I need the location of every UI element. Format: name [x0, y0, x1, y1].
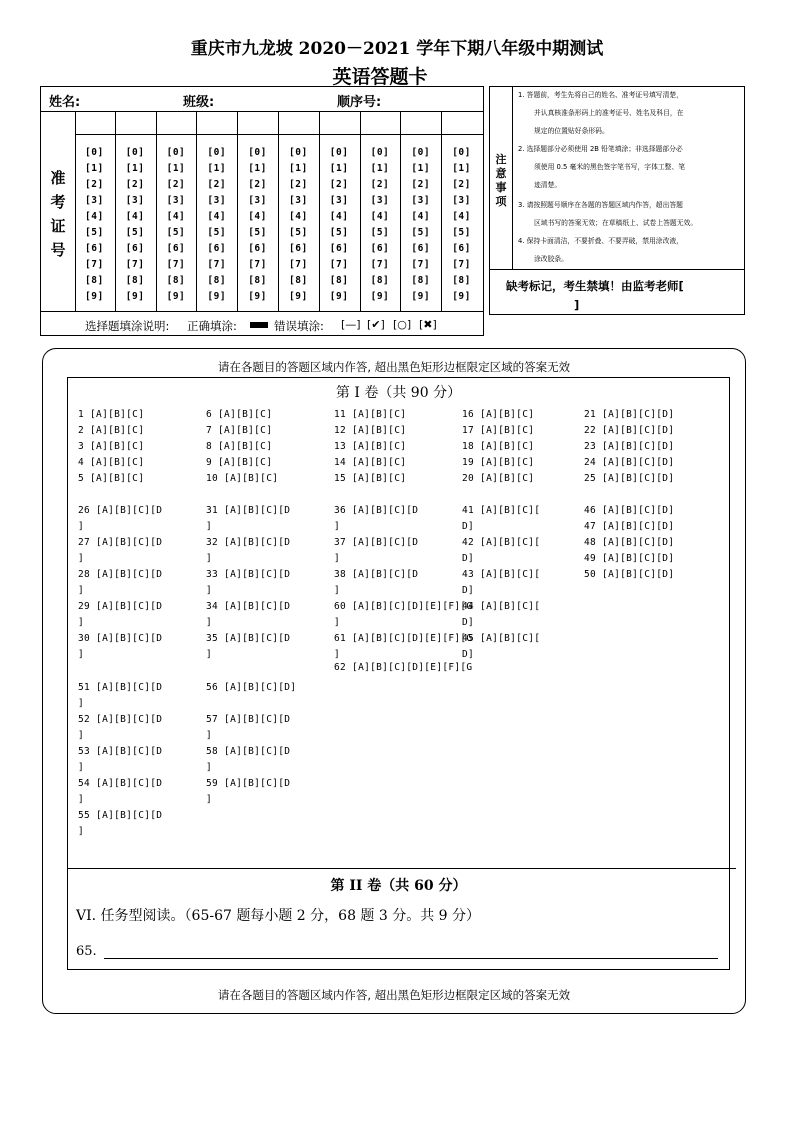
exam-id-digit-bubble[interactable]: [5] — [289, 227, 308, 238]
wrong-fill-circle-icon: [○] — [393, 318, 412, 331]
exam-id-digit-bubble[interactable]: [8] — [125, 275, 145, 286]
exam-id-digit-bubble[interactable]: [5] — [411, 227, 431, 238]
question-choices[interactable]: 22 [A][B][C][D] — [584, 425, 675, 436]
exam-id-digit-bubble[interactable]: [7] — [248, 259, 267, 270]
notes-char: 意 — [495, 167, 507, 180]
exam-id-write-box[interactable] — [279, 111, 319, 135]
exam-id-digit-bubble[interactable]: [5] — [452, 227, 471, 238]
exam-id-digit-bubble[interactable]: [5] — [207, 227, 227, 238]
question-choices[interactable]: 4 [A][B][C] — [78, 457, 145, 468]
exam-id-digit-bubble[interactable]: [5] — [85, 227, 104, 238]
exam-id-column — [157, 111, 198, 311]
student-info-box — [40, 86, 484, 336]
exam-id-column — [279, 111, 320, 311]
wrapped-bracket: ] — [334, 585, 341, 596]
wrapped-bracket: ] — [334, 617, 341, 628]
exam-id-digit-bubble[interactable]: [4] — [452, 211, 471, 222]
exam-id-digit-bubble[interactable]: [1] — [166, 163, 186, 174]
exam-id-digit-bubble[interactable]: [8] — [289, 275, 308, 286]
warning-top: 请在各题目的答题区域内作答, 超出黑色矩形边框限定区域的答案无效 — [217, 360, 571, 374]
wrong-fill-check-icon: [✔] — [367, 318, 385, 331]
exam-id-digit-bubble[interactable]: [2] — [289, 179, 308, 190]
exam-id-write-box[interactable] — [320, 111, 360, 135]
exam-id-digit-bubble[interactable]: [6] — [411, 243, 431, 254]
question-choices[interactable]: 9 [A][B][C] — [206, 457, 273, 468]
exam-id-digit-bubble[interactable]: [4] — [329, 211, 349, 222]
wrapped-bracket: ] — [206, 794, 213, 805]
question-choices[interactable]: 31 [A][B][C][D — [206, 505, 291, 516]
exam-id-digit-bubble[interactable]: [0] — [207, 147, 227, 158]
page-title: 重庆市九龙坡 2020－2021 学年下期八年级中期测试 — [190, 39, 604, 59]
notes-body — [512, 87, 744, 269]
wrapped-bracket: ] — [206, 521, 213, 532]
question-choices[interactable]: 33 [A][B][C][D — [206, 569, 291, 580]
exam-id-digit-bubble[interactable]: [7] — [411, 259, 431, 270]
notes-label — [490, 87, 513, 269]
exam-id-column — [361, 111, 402, 311]
question-choices[interactable]: 51 [A][B][C][D — [78, 682, 163, 693]
question-choices[interactable]: 17 [A][B][C] — [462, 425, 535, 436]
exam-id-column — [116, 111, 157, 311]
question-choices[interactable]: 13 [A][B][C] — [334, 441, 407, 452]
exam-id-digit-bubble[interactable]: [6] — [329, 243, 349, 254]
question-choices[interactable]: 48 [A][B][C][D] — [584, 537, 675, 548]
notes-char: 事 — [495, 181, 507, 194]
volume-1-title: 第 I 卷（共 90 分） — [335, 385, 462, 401]
wrapped-bracket: D] — [462, 585, 475, 596]
question-choices[interactable]: 7 [A][B][C] — [206, 425, 273, 436]
question-choices[interactable]: 3 [A][B][C] — [78, 441, 145, 452]
note-line: 须使用 0.5 毫米的黑色签字笔书写，字体工整、笔 — [534, 163, 686, 171]
wrong-fill-dash-icon: [—] — [341, 318, 361, 331]
exam-id-grid — [75, 111, 483, 311]
question-choices[interactable]: 59 [A][B][C][D — [206, 778, 291, 789]
question-choices[interactable]: 6 [A][B][C] — [206, 409, 273, 420]
wrapped-bracket: D] — [462, 617, 475, 628]
exam-id-digit-bubble[interactable]: [7] — [85, 259, 104, 270]
exam-id-digit-bubble[interactable]: [8] — [85, 275, 104, 286]
note-line: 迹清楚。 — [534, 181, 562, 189]
wrapped-bracket: ] — [78, 649, 85, 660]
exam-id-digit-bubble[interactable]: [6] — [166, 243, 186, 254]
wrapped-bracket: ] — [78, 521, 85, 532]
exam-id-digit-bubble[interactable]: [0] — [370, 147, 390, 158]
section-divider — [68, 868, 736, 869]
question-62-choices[interactable]: 62 [A][B][C][D][E][F][G — [334, 662, 473, 673]
exam-id-digit-bubble[interactable]: [1] — [248, 163, 267, 174]
exam-id-char: 考 — [50, 193, 66, 211]
exam-id-digit-bubble[interactable]: [8] — [329, 275, 349, 286]
exam-id-digit-bubble[interactable]: [3] — [125, 195, 145, 206]
exam-id-digit-bubble[interactable]: [0] — [85, 147, 104, 158]
question-choices[interactable]: 24 [A][B][C][D] — [584, 457, 675, 468]
exam-id-digit-bubble[interactable]: [0] — [125, 147, 145, 158]
student-info-header — [41, 87, 483, 112]
exam-id-digit-bubble[interactable]: [8] — [452, 275, 471, 286]
exam-id-digit-bubble[interactable]: [9] — [289, 291, 308, 302]
question-choices[interactable]: 27 [A][B][C][D — [78, 537, 163, 548]
question-choices[interactable]: 29 [A][B][C][D — [78, 601, 163, 612]
note-line: 规定的位置贴好条形码。 — [534, 127, 609, 135]
exam-id-digit-bubble[interactable]: [2] — [411, 179, 431, 190]
question-choices[interactable]: 20 [A][B][C] — [462, 473, 535, 484]
question-choices[interactable]: 56 [A][B][C][D] — [206, 682, 297, 693]
seat-label: 顺序号: — [337, 95, 382, 110]
notes-box — [489, 86, 745, 315]
question-choices[interactable]: 57 [A][B][C][D — [206, 714, 291, 725]
exam-id-digit-bubble[interactable]: [8] — [411, 275, 431, 286]
exam-id-digit-bubble[interactable]: [1] — [125, 163, 145, 174]
question-choices[interactable]: 49 [A][B][C][D] — [584, 553, 675, 564]
question-choices[interactable]: 55 [A][B][C][D — [78, 810, 163, 821]
question-choices[interactable]: 58 [A][B][C][D — [206, 746, 291, 757]
exam-id-digit-bubble[interactable]: [9] — [411, 291, 431, 302]
exam-id-digit-bubble[interactable]: [4] — [85, 211, 104, 222]
exam-id-digit-bubble[interactable]: [8] — [370, 275, 390, 286]
page-subtitle: 英语答题卡 — [332, 66, 428, 88]
exam-id-digit-bubble[interactable]: [7] — [329, 259, 349, 270]
volume-2-title: 第 II 卷（共 60 分） — [330, 878, 467, 894]
exam-id-column — [238, 111, 279, 311]
exam-id-digit-bubble[interactable]: [9] — [125, 291, 145, 302]
exam-id-digit-bubble[interactable]: [6] — [370, 243, 390, 254]
exam-id-digit-bubble[interactable]: [1] — [85, 163, 104, 174]
exam-id-digit-bubble[interactable]: [2] — [370, 179, 390, 190]
exam-id-write-box[interactable] — [361, 111, 401, 135]
exam-id-digit-bubble[interactable]: [1] — [207, 163, 227, 174]
class-label: 班级: — [183, 95, 215, 110]
question-choices[interactable]: 14 [A][B][C] — [334, 457, 407, 468]
exam-id-digit-bubble[interactable]: [4] — [370, 211, 390, 222]
exam-id-digit-bubble[interactable]: [7] — [166, 259, 186, 270]
correct-fill-sample — [250, 322, 268, 328]
exam-id-write-box[interactable] — [238, 111, 278, 135]
absent-bracket: ] — [574, 298, 580, 312]
answer-area — [42, 348, 746, 1014]
exam-id-digit-bubble[interactable]: [5] — [248, 227, 267, 238]
notes-char: 项 — [495, 195, 507, 208]
question-choices[interactable]: 12 [A][B][C] — [334, 425, 407, 436]
wrong-fill-label: 错误填涂: — [274, 319, 324, 333]
exam-id-digit-bubble[interactable]: [4] — [289, 211, 308, 222]
question-choices[interactable]: 25 [A][B][C][D] — [584, 473, 675, 484]
exam-id-digit-bubble[interactable]: [5] — [370, 227, 390, 238]
question-choices[interactable]: 5 [A][B][C] — [78, 473, 145, 484]
exam-id-digit-bubble[interactable]: [2] — [85, 179, 104, 190]
question-choices[interactable]: 18 [A][B][C] — [462, 441, 535, 452]
exam-id-digit-bubble[interactable]: [9] — [452, 291, 471, 302]
exam-id-column — [442, 111, 483, 311]
wrapped-bracket: ] — [206, 762, 213, 773]
question-65-answer-line[interactable] — [104, 958, 718, 959]
note-line: 4. 保持卡面清洁，不要折叠、不要弄破，禁用涂改液， — [518, 237, 683, 245]
exam-id-write-box[interactable] — [116, 111, 156, 135]
question-choices[interactable]: 53 [A][B][C][D — [78, 746, 163, 757]
question-choices[interactable]: 47 [A][B][C][D] — [584, 521, 675, 532]
exam-id-digit-bubble[interactable]: [3] — [370, 195, 390, 206]
wrapped-bracket: D] — [462, 521, 475, 532]
exam-id-digit-bubble[interactable]: [3] — [166, 195, 186, 206]
note-line: 3. 请按照题号顺序在各题的答题区域内作答，超出答题 — [518, 201, 683, 209]
question-choices[interactable]: 2 [A][B][C] — [78, 425, 145, 436]
wrapped-bracket: D] — [462, 553, 475, 564]
exam-id-char: 号 — [50, 241, 66, 259]
note-line: 区域书写的答案无效；在草稿纸上、试卷上答题无效。 — [534, 219, 698, 227]
exam-id-digit-bubble[interactable]: [7] — [125, 259, 145, 270]
exam-id-column — [401, 111, 442, 311]
exam-id-digit-bubble[interactable]: [8] — [207, 275, 227, 286]
exam-id-digit-bubble[interactable]: [4] — [411, 211, 431, 222]
exam-id-digit-bubble[interactable]: [4] — [248, 211, 267, 222]
exam-id-column — [197, 111, 238, 311]
name-label: 姓名: — [49, 95, 81, 110]
wrapped-bracket: ] — [334, 521, 341, 532]
exam-id-digit-bubble[interactable]: [8] — [166, 275, 186, 286]
exam-id-digit-bubble[interactable]: [1] — [289, 163, 308, 174]
exam-id-digit-bubble[interactable]: [5] — [329, 227, 349, 238]
question-choices[interactable]: 32 [A][B][C][D — [206, 537, 291, 548]
exam-id-digit-bubble[interactable]: [1] — [329, 163, 349, 174]
exam-id-digit-bubble[interactable]: [0] — [248, 147, 267, 158]
exam-id-digit-bubble[interactable]: [7] — [289, 259, 308, 270]
exam-id-digit-bubble[interactable]: [3] — [85, 195, 104, 206]
exam-id-digit-bubble[interactable]: [8] — [248, 275, 267, 286]
question-choices[interactable]: 46 [A][B][C][D] — [584, 505, 675, 516]
wrapped-bracket: ] — [78, 762, 85, 773]
exam-id-digit-bubble[interactable]: [5] — [166, 227, 186, 238]
exam-id-char: 准 — [50, 169, 66, 187]
exam-id-write-box[interactable] — [197, 111, 237, 135]
exam-id-label — [41, 111, 76, 311]
question-choices[interactable]: 23 [A][B][C][D] — [584, 441, 675, 452]
exam-id-write-box[interactable] — [75, 111, 115, 135]
warning-bottom: 请在各题目的答题区域内作答, 超出黑色矩形边框限定区域的答案无效 — [217, 988, 571, 1002]
exam-id-digit-bubble[interactable]: [6] — [207, 243, 227, 254]
wrapped-bracket: D] — [462, 649, 475, 660]
exam-id-digit-bubble[interactable]: [4] — [125, 211, 145, 222]
exam-id-digit-bubble[interactable]: [0] — [329, 147, 349, 158]
wrapped-bracket: ] — [206, 649, 213, 660]
exam-id-write-box[interactable] — [442, 111, 483, 135]
wrapped-bracket: ] — [206, 553, 213, 564]
question-choices[interactable]: 52 [A][B][C][D — [78, 714, 163, 725]
question-choices[interactable]: 34 [A][B][C][D — [206, 601, 291, 612]
question-65-label: 65. — [76, 944, 97, 959]
exam-id-digit-bubble[interactable]: [9] — [329, 291, 349, 302]
exam-id-digit-bubble[interactable]: [0] — [166, 147, 186, 158]
exam-id-digit-bubble[interactable]: [1] — [452, 163, 471, 174]
exam-id-digit-bubble[interactable]: [0] — [411, 147, 431, 158]
exam-id-digit-bubble[interactable]: [9] — [85, 291, 104, 302]
question-choices[interactable]: 44 [A][B][C][ — [462, 601, 541, 612]
question-choices[interactable]: 43 [A][B][C][ — [462, 569, 541, 580]
question-choices[interactable]: 45 [A][B][C][ — [462, 633, 541, 644]
exam-id-digit-bubble[interactable]: [2] — [166, 179, 186, 190]
note-line: 并认真核准条形码上的准考证号、姓名及科目，在 — [534, 109, 684, 117]
question-choices[interactable]: 42 [A][B][C][ — [462, 537, 541, 548]
exam-id-digit-bubble[interactable]: [9] — [370, 291, 390, 302]
exam-id-digit-bubble[interactable]: [9] — [207, 291, 227, 302]
correct-fill-label: 正确填涂: — [187, 319, 237, 333]
note-line: 涂改胶条。 — [534, 255, 568, 263]
question-choices[interactable]: 28 [A][B][C][D — [78, 569, 163, 580]
notes-char: 注 — [495, 153, 507, 166]
question-choices[interactable]: 26 [A][B][C][D — [78, 505, 163, 516]
exam-id-column — [320, 111, 361, 311]
question-choices[interactable]: 19 [A][B][C] — [462, 457, 535, 468]
exam-id-digit-bubble[interactable]: [7] — [207, 259, 227, 270]
question-choices[interactable]: 15 [A][B][C] — [334, 473, 407, 484]
exam-id-digit-bubble[interactable]: [3] — [289, 195, 308, 206]
question-choices[interactable]: 37 [A][B][C][D — [334, 537, 419, 548]
question-choices[interactable]: 38 [A][B][C][D — [334, 569, 419, 580]
exam-id-digit-bubble[interactable]: [0] — [452, 147, 471, 158]
absent-label: 缺考标记，考生禁填！由监考老师[ — [506, 279, 684, 293]
wrapped-bracket: ] — [78, 794, 85, 805]
exam-id-digit-bubble[interactable]: [7] — [452, 259, 471, 270]
question-choices[interactable]: 16 [A][B][C] — [462, 409, 535, 420]
exam-id-digit-bubble[interactable]: [6] — [289, 243, 308, 254]
question-choices[interactable]: 21 [A][B][C][D] — [584, 409, 675, 420]
question-choices[interactable]: 35 [A][B][C][D — [206, 633, 291, 644]
exam-id-digit-bubble[interactable]: [3] — [207, 195, 227, 206]
question-choices[interactable]: 36 [A][B][C][D — [334, 505, 419, 516]
wrapped-bracket: ] — [78, 553, 85, 564]
wrapped-bracket: ] — [206, 617, 213, 628]
exam-id-digit-bubble[interactable]: [1] — [411, 163, 431, 174]
exam-id-digit-bubble[interactable]: [2] — [248, 179, 267, 190]
exam-id-write-box[interactable] — [157, 111, 197, 135]
exam-id-digit-bubble[interactable]: [2] — [207, 179, 227, 190]
exam-id-digit-bubble[interactable]: [6] — [452, 243, 471, 254]
question-choices[interactable]: 30 [A][B][C][D — [78, 633, 163, 644]
exam-id-digit-bubble[interactable]: [3] — [411, 195, 431, 206]
exam-id-digit-bubble[interactable]: [9] — [166, 291, 186, 302]
exam-id-digit-bubble[interactable]: [3] — [329, 195, 349, 206]
wrapped-bracket: ] — [334, 649, 341, 660]
exam-id-digit-bubble[interactable]: [7] — [370, 259, 390, 270]
question-choices[interactable]: 50 [A][B][C][D] — [584, 569, 675, 580]
exam-id-digit-bubble[interactable]: [4] — [207, 211, 227, 222]
wrapped-bracket: ] — [78, 698, 85, 709]
question-choices[interactable]: 41 [A][B][C][ — [462, 505, 541, 516]
exam-id-digit-bubble[interactable]: [1] — [370, 163, 390, 174]
question-choices[interactable]: 8 [A][B][C] — [206, 441, 273, 452]
answer-inner-box — [67, 377, 730, 970]
exam-id-digit-bubble[interactable]: [2] — [329, 179, 349, 190]
exam-id-digit-bubble[interactable]: [9] — [248, 291, 267, 302]
question-choices[interactable]: 10 [A][B][C] — [206, 473, 279, 484]
fill-instructions — [41, 311, 483, 336]
exam-id-digit-bubble[interactable]: [2] — [452, 179, 471, 190]
absent-mark — [490, 269, 744, 316]
exam-id-column — [75, 111, 116, 311]
exam-id-write-box[interactable] — [401, 111, 441, 135]
question-choices[interactable]: 60 [A][B][C][D][E][F][G — [334, 601, 473, 612]
wrapped-bracket: ] — [206, 585, 213, 596]
wrapped-bracket: ] — [334, 553, 341, 564]
note-line: 1. 答题前，考生先将自己的姓名、准考证号填写清楚， — [518, 91, 683, 99]
exam-id-digit-bubble[interactable]: [3] — [248, 195, 267, 206]
exam-id-char: 证 — [50, 217, 66, 235]
exam-id-digit-bubble[interactable]: [6] — [248, 243, 267, 254]
wrapped-bracket: ] — [78, 826, 85, 837]
wrapped-bracket: ] — [78, 730, 85, 741]
exam-id-digit-bubble[interactable]: [6] — [125, 243, 145, 254]
fill-note-label: 选择题填涂说明: — [85, 319, 170, 333]
exam-id-digit-bubble[interactable]: [4] — [166, 211, 186, 222]
question-choices[interactable]: 1 [A][B][C] — [78, 409, 145, 420]
question-choices[interactable]: 61 [A][B][C][D][E][F][G — [334, 633, 473, 644]
question-choices[interactable]: 11 [A][B][C] — [334, 409, 407, 420]
exam-id-digit-bubble[interactable]: [6] — [85, 243, 104, 254]
exam-id-digit-bubble[interactable]: [0] — [289, 147, 308, 158]
wrapped-bracket: ] — [78, 585, 85, 596]
wrapped-bracket: ] — [206, 730, 213, 741]
exam-id-digit-bubble[interactable]: [5] — [125, 227, 145, 238]
wrong-fill-cross-icon: [✖] — [419, 318, 437, 331]
task-reading-title: VI. 任务型阅读。（65-67 题每小题 2 分，68 题 3 分。共 9 分） — [76, 908, 481, 924]
exam-id-digit-bubble[interactable]: [3] — [452, 195, 471, 206]
question-choices[interactable]: 54 [A][B][C][D — [78, 778, 163, 789]
note-line: 2. 选择题部分必须使用 2B 铅笔填涂；非选择题部分必 — [518, 145, 683, 153]
wrapped-bracket: ] — [78, 617, 85, 628]
exam-id-digit-bubble[interactable]: [2] — [125, 179, 145, 190]
